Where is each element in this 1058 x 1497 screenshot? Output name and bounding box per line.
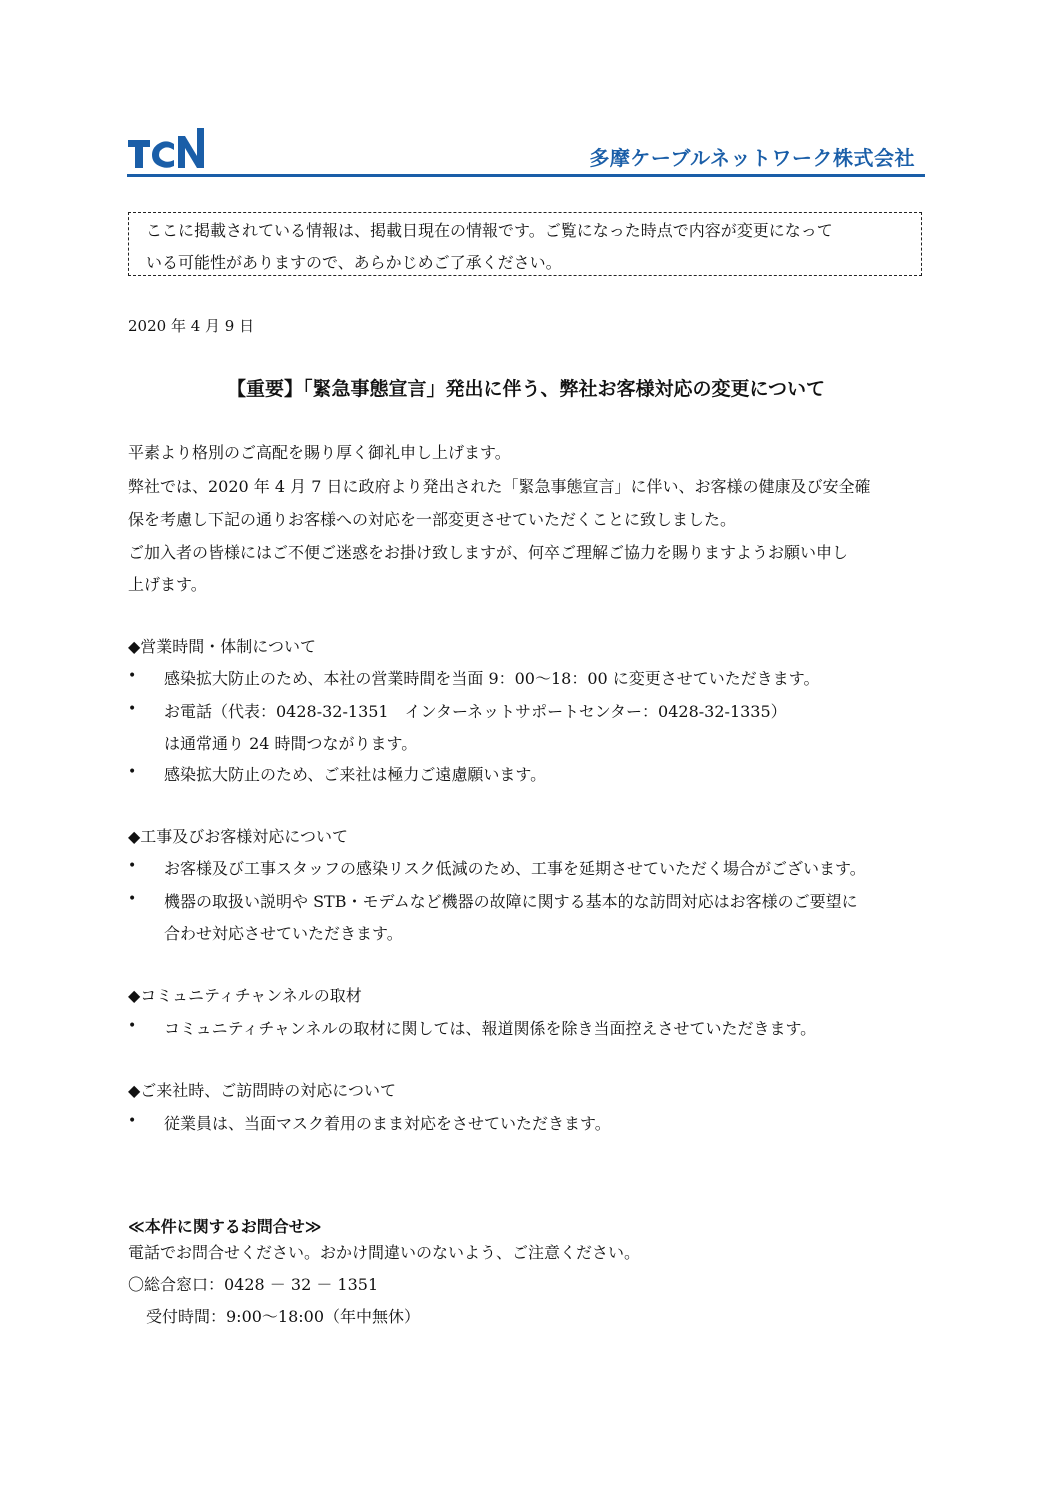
list-item: 感染拡大防止のため、本社の営業時間を当面 9：00～18：00 に変更させていただきます。 (164, 669, 820, 688)
section-heading-visits: ◆ご来社時、ご訪問時の対応について (128, 1081, 396, 1100)
bullet-icon: • (128, 764, 137, 780)
intro-line: 平素より格別のご高配を賜り厚く御礼申し上げます。 (128, 443, 511, 462)
section-heading-construction: ◆工事及びお客様対応について (128, 827, 348, 846)
contact-instruction: 電話でお問合せください。おかけ間違いのないよう、ご注意ください。 (128, 1243, 641, 1262)
list-item: お電話（代表：0428-32-1351 インターネットサポートセンター：0428-32-1335） (164, 702, 787, 721)
bullet-icon: • (128, 1018, 137, 1034)
publish-date: 2020 年 4 月 9 日 (128, 317, 255, 335)
bullet-icon: • (128, 1113, 137, 1129)
list-item: コミュニティチャンネルの取材に関しては、報道関係を除き当面控えさせていただきます。 (164, 1019, 817, 1038)
bullet-icon: • (128, 891, 137, 907)
tcn-logo (128, 128, 206, 170)
disclaimer-line-1: ここに掲載されている情報は、掲載日現在の情報です。ご覧になった時点で内容が変更になって (146, 221, 833, 240)
intro-line: 上げます。 (128, 575, 207, 594)
contact-phone: 〇総合窓口：0428 － 32 － 1351 (128, 1275, 379, 1294)
disclaimer-line-2: いる可能性がありますので、あらかじめご了承ください。 (146, 253, 562, 272)
intro-line: ご加入者の皆様にはご不便ご迷惑をお掛け致しますが、何卒ご理解ご協力を賜りますようお願い申し (128, 543, 849, 562)
list-item: 機器の取扱い説明や STB・モデムなど機器の故障に関する基本的な訪問対応はお客様のご要望に (164, 892, 858, 911)
intro-line: 弊社では、2020 年 4 月 7 日に政府より発出された「緊急事態宣言」に伴い、お客様の健康及び安全確 (128, 477, 871, 496)
section-heading-community-channel: ◆コミュニティチャンネルの取材 (128, 986, 362, 1005)
header-divider (127, 174, 925, 177)
list-item: お客様及び工事スタッフの感染リスク低減のため、工事を延期させていただく場合がございます。 (164, 859, 866, 878)
bullet-icon: • (128, 858, 137, 874)
contact-heading: ≪本件に関するお問合せ≫ (128, 1217, 322, 1236)
company-name: 多摩ケーブルネットワーク株式会社 (589, 146, 915, 170)
list-item-continuation: 合わせ対応させていただきます。 (164, 924, 403, 943)
bullet-icon: • (128, 701, 137, 717)
contact-hours: 受付時間：9:00～18:00（年中無休） (146, 1307, 421, 1326)
list-item: 感染拡大防止のため、ご来社は極力ご遠慮願います。 (164, 765, 547, 784)
bullet-icon: • (128, 668, 137, 684)
section-heading-business-hours: ◆営業時間・体制について (128, 637, 316, 656)
document-title: 【重要】「緊急事態宣言」発出に伴う、弊社お客様対応の変更について (226, 378, 826, 400)
list-item: 従業員は、当面マスク着用のまま対応をさせていただきます。 (164, 1114, 611, 1133)
list-item-continuation: は通常通り 24 時間つながります。 (164, 734, 418, 753)
intro-line: 保を考慮し下記の通りお客様への対応を一部変更させていただくことに致しました。 (128, 510, 737, 529)
